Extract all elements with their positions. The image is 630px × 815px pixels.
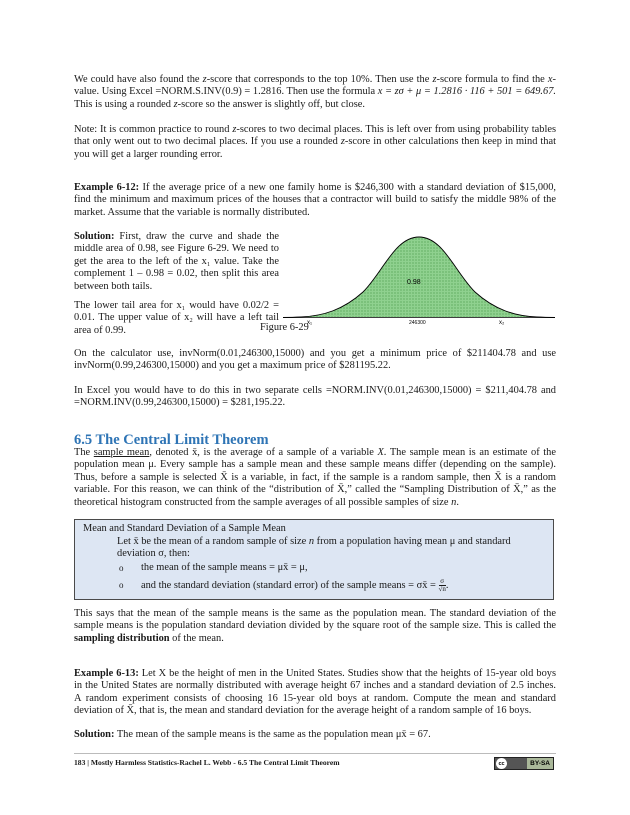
bullet-marker: o — [119, 580, 124, 590]
cc-icon: cc — [496, 758, 507, 769]
paragraph-note: Note: It is common practice to round z-scores to two decimal places. This is left over from using probability tables that only went out to two decimal places. If you use a rounded z-score in other calculations then keep in mind that you will get a larger rounding error. — [74, 124, 556, 160]
license-badge[interactable] — [494, 757, 554, 770]
paragraph-zscore: We could have also found the z-score that corresponds to the top 10%. Then use the z-score formula to find the x-value. Using Excel =NORM.S.INV(0.9) = 1.2816. Then use the formula x = zσ + μ = 1.2816 · 116 + 501 = 649.67. This is using a rounded z-score so the answer is slightly off, but close. — [74, 74, 557, 110]
section-title: 6.5 The Central Limit Theorem — [74, 432, 269, 448]
x1-label: x₁ — [307, 320, 313, 326]
shaded-area — [301, 237, 537, 317]
x2-label: x₂ — [499, 320, 505, 326]
license-label: BY-SA — [527, 758, 553, 769]
solution-6-12: Solution: First, draw the curve and shade the middle area of 0.98, see Figure 6-29. We need to get the area to the left of the x₁ value. Take the complement 1 – 0.98 = 0.02, then split this area between both tails. — [74, 231, 279, 292]
sampling-distribution-text: This says that the mean of the sample means is the same as the population mean. The standard deviation of the sample means is the population standard deviation divided by the square root of the sample size. This is called the sampling distribution of the mean. — [74, 608, 556, 644]
solution-6-13: Solution: The mean of the sample means is the same as the population mean μx̄ = 67. — [74, 729, 431, 740]
excel-text: In Excel you would have to do this in two separate cells =NORM.INV(0.01,246300,15000) = $211,404.78 and =NORM.INV(0.99,246300,15000) = $281,195.22. — [74, 385, 556, 409]
footer-divider — [74, 753, 556, 754]
bullet-marker: o — [119, 563, 124, 573]
normal-curve-figure — [283, 232, 555, 332]
calculator-text: On the calculator use, invNorm(0.01,246300,15000) and you get a minimum price of $211404.78 and use invNorm(0.99,246300,15000) and you get a maximum price of $281195.22. — [74, 348, 556, 372]
sigma-over-root-n: $\frac{\sigma}{√n}$ — [438, 577, 446, 593]
footer-text: 183 | Mostly Harmless Statistics-Rachel L. Webb - 6.5 The Central Limit Theorem — [74, 758, 340, 767]
bullet-mean: the mean of the sample means = μx̄ = μ, — [141, 562, 308, 573]
lower-tail-text: The lower tail area for x₁ would have 0.02/2 = 0.01. The upper value of x₂ will have a left tail area of 0.99. — [74, 300, 279, 336]
example-6-13: Example 6-13: Let X be the height of men in the United States. Studies show that the heights of 15-year old boys in the United States are normally distributed with average height 67 inches and a standard deviation of 2.5 inches. A random experiment consists of choosing 16 15-year old boys at random. Compute the mean and standard deviation of X̄, that is, the mean and standard deviation for the average height of a random sample of 16 boys. — [74, 668, 556, 717]
mean-label: 246300 — [409, 320, 426, 326]
definition-box — [74, 519, 554, 600]
area-label: 0.98 — [407, 279, 421, 286]
figure-caption: Figure 6-29 — [260, 322, 309, 333]
intro-paragraph: The sample mean, denoted x̄, is the average of a sample of a variable X. The sample mean is an estimate of the population mean μ. Every sample has a sample mean and these sample means differ (depending on the sample). Thus, before a sample is selected X̄ is a variable, in fact, if the sample is a random sample, then X̄ is a random variable. For this reason, we can think of the “distribution of X̄,” called the “Sampling Distribution of X̄,” as the theoretical histogram constructed from the sample averages of all possible samples of size n. — [74, 447, 556, 508]
example-6-12: Example 6-12: If the average price of a new one family home is $246,300 with a standard deviation of $15,000, find the minimum and maximum prices of the houses that a contractor will build to satisfy the middle 98% of the market. Assume that the variable is normally distributed. — [74, 182, 556, 218]
box-text: Let x̄ be the mean of a random sample of size n from a population having mean μ and standard deviation σ, then: — [117, 536, 511, 560]
bullet-sd: and the standard deviation (standard error) of the sample means = σx̄ = $\frac{\sigma}{√n}$ . — [141, 577, 449, 593]
box-title: Mean and Standard Deviation of a Sample Mean — [83, 523, 286, 534]
